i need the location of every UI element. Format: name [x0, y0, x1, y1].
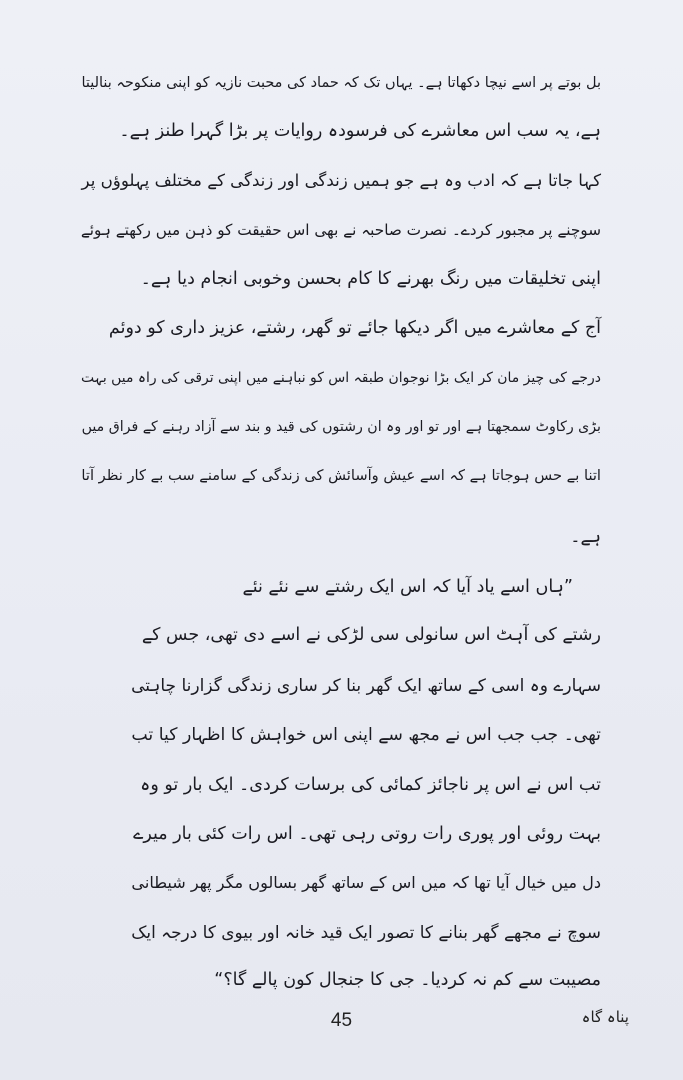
quote-line: بہت روئی اور پوری رات روتی رہی تھی۔ اس رات کئی بار میرے	[133, 824, 601, 844]
quote-line: رشتے کی آہٹ اس سانولی سی لڑکی نے اسے دی تھی، جس کے	[141, 625, 601, 645]
book-title: پناہ گاہ	[581, 1008, 629, 1026]
body-line: اپنی تخلیقات میں رنگ بھرنے کا کام بحسن وخوبی انجام دیا ہے۔	[140, 269, 601, 289]
body-line: بڑی رکاوٹ سمجھتا ہے اور تو اور وہ ان رشتوں کی قید و بند سے آزاد رہنے کے فراق میں	[81, 419, 601, 435]
quote-line: دل میں خیال آیا تھا کہ میں اس کے ساتھ گھر بسالوں مگر پھر شیطانی	[131, 873, 601, 892]
page-number: 45	[330, 1010, 353, 1031]
body-line: ہے۔	[570, 527, 601, 547]
quote-line: مصیبت سے کم نہ کردیا۔ جی کا جنجال کون پالے گا؟“	[214, 970, 601, 990]
body-line: کہا جاتا ہے کہ ادب وہ ہے جو ہمیں زندگی اور زندگی کے مختلف پہلوؤں پر	[81, 171, 601, 190]
body-line: درجے کی چیز مان کر ایک بڑا نوجوان طبقہ اس کو نباہنے میں اپنی ترقی کی راہ میں بہت	[80, 370, 601, 386]
quote-line: سہارے وہ اسی کے ساتھ ایک گھر بنا کر ساری زندگی گزارنا چاہتی	[131, 676, 601, 696]
body-line: سوچنے پر مجبور کردے۔ نصرت صاحبہ نے بھی اس حقیقت کو ذہن میں رکھتے ہوئے	[80, 221, 601, 239]
body-line: آج کے معاشرے میں اگر دیکھا جائے تو گھر، رشتے، عزیز داری کو دوئم	[108, 318, 601, 338]
body-line: بل بوتے پر اسے نیچا دکھاتا ہے۔ یہاں تک کہ حماد کی محبت نازیہ کو اپنی منکوحہ بنالیتا	[81, 75, 601, 91]
quote-line: سوچ نے مجھے گھر بنانے کا تصور ایک قید خانہ اور بیوی کا درجہ ایک	[131, 922, 601, 942]
body-line: اتنا بے حس ہوجاتا ہے کہ اسے عیش وآسائش کی زندگی کے سامنے سب بے کار نظر آتا	[81, 467, 601, 484]
body-line: ہے، یہ سب اس معاشرے کی فرسودہ روایات پر بڑا گہرا طنز ہے۔	[119, 121, 601, 141]
quote-line: تب اس نے اس پر ناجائز کمائی کی برسات کردی۔ ایک بار تو وہ	[140, 775, 601, 795]
quote-line: ”ہاں اسے یاد آیا کہ اس ایک رشتے سے نئے نئے	[242, 577, 573, 597]
quote-line: تھی۔ جب جب اس نے مجھ سے اپنی اس خواہش کا اظہار کیا تب	[131, 725, 601, 745]
